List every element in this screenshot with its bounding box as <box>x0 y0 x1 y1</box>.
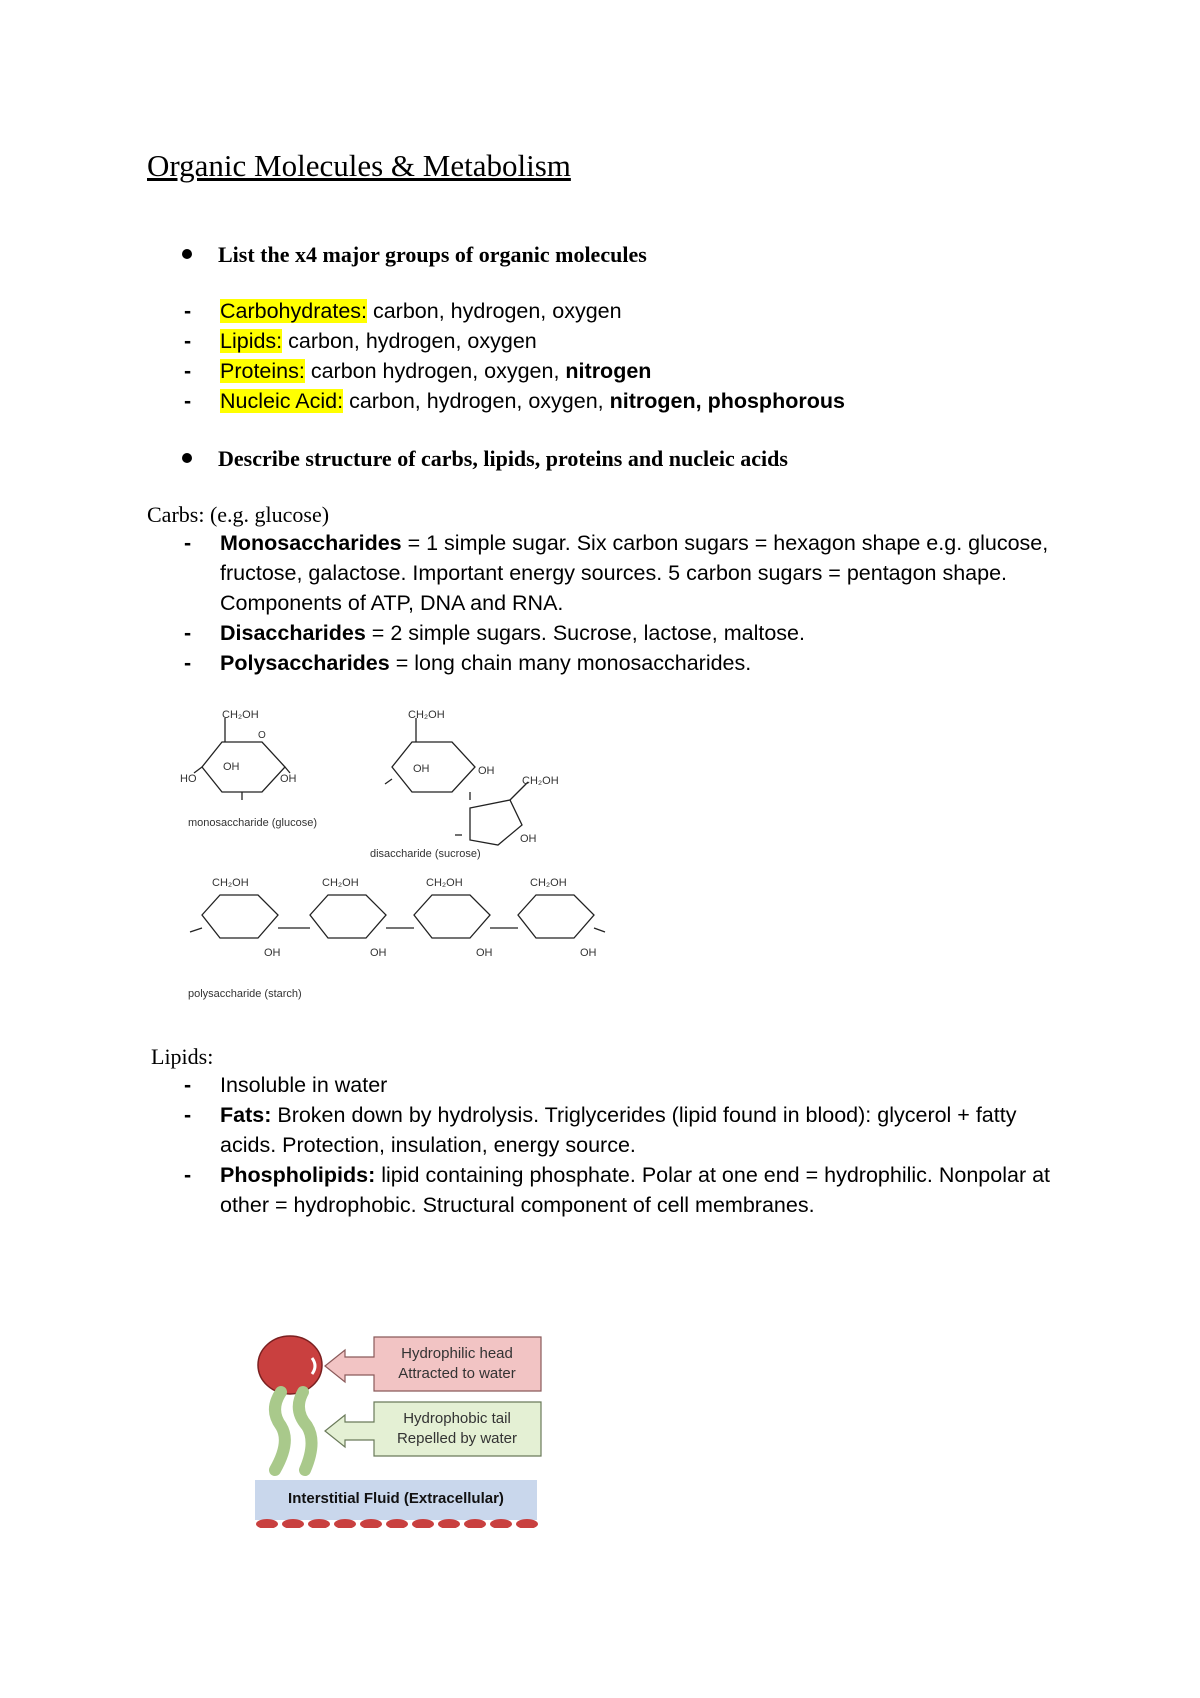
membrane-head <box>490 1519 512 1528</box>
membrane-head <box>360 1519 382 1528</box>
list-item <box>182 1100 1062 1160</box>
membrane-head <box>282 1519 304 1528</box>
group-elements: carbon hydrogen, oxygen, <box>304 359 566 383</box>
group-name: Proteins: <box>220 359 305 383</box>
term: Fats: <box>220 1103 272 1127</box>
list-item <box>182 326 1082 356</box>
question-1-text: List the x4 major groups of organic molecules <box>218 242 647 267</box>
glucose-oh-label: OH <box>223 761 240 773</box>
starch-ch2oh-label-4: CH₂OH <box>530 877 567 889</box>
list-item <box>182 648 1062 678</box>
list-item <box>182 1160 1062 1220</box>
sucrose-oh-label: OH <box>413 763 430 775</box>
groups-list <box>182 296 1082 416</box>
term: Monosaccharides <box>220 531 402 555</box>
glucose-ho-label: HO <box>180 773 197 785</box>
fluid-label: Interstitial Fluid (Extracellular) <box>288 1490 504 1507</box>
term: Disaccharides <box>220 621 366 645</box>
membrane-heads-row <box>256 1519 538 1528</box>
tail-label-line-2: Repelled by water <box>396 1430 518 1447</box>
group-name: Nucleic Acid: <box>220 389 344 413</box>
sucrose-oh-label-2: OH <box>478 765 495 777</box>
group-elements: carbon, hydrogen, oxygen <box>367 299 622 323</box>
question-1 <box>182 242 647 268</box>
group-elements-bold: nitrogen <box>565 359 652 383</box>
term: Phospholipids: <box>220 1163 376 1187</box>
glucose-ring-o: O <box>258 730 266 741</box>
bullet-icon <box>182 453 192 463</box>
membrane-head <box>464 1519 486 1528</box>
sucrose-structure <box>385 718 528 845</box>
carbs-list <box>182 528 1062 678</box>
list-item <box>182 1070 1062 1100</box>
group-name: Carbohydrates: <box>220 299 367 323</box>
starch-ch2oh-label-3: CH₂OH <box>426 877 463 889</box>
head-label-line-2: Attracted to water <box>398 1365 516 1382</box>
glucose-structure <box>194 718 290 800</box>
question-2 <box>182 446 788 472</box>
group-elements-bold: nitrogen, phosphorous <box>609 389 845 413</box>
sugar-structures-figure <box>180 700 640 1020</box>
group-elements: carbon, hydrogen, oxygen, <box>343 389 610 413</box>
head-label-line-1: Hydrophilic head <box>401 1345 513 1362</box>
sucrose-ch2oh-label-2: CH₂OH <box>522 775 559 787</box>
list-item <box>182 296 1082 326</box>
membrane-head <box>386 1519 408 1528</box>
group-name: Lipids: <box>220 329 283 353</box>
list-item <box>182 386 1082 416</box>
definition: lipid containing phosphate. Polar at one end = hydrophilic. Nonpolar at other = hydrophobic. Structural component of cell membranes. <box>220 1163 1051 1217</box>
definition: = 1 simple sugar. Six carbon sugars = hexagon shape e.g. glucose, fructose, galactose. Important energy sources. 5 carbon sugars = pentagon shape. Components of ATP, DNA and RNA. <box>220 531 1049 615</box>
list-item <box>182 618 1062 648</box>
glucose-ch2oh-label: CH₂OH <box>222 709 259 721</box>
starch-ch2oh-label-2: CH₂OH <box>322 877 359 889</box>
definition: Broken down by hydrolysis. Triglycerides (lipid found in blood): glycerol + fatty acids. Protection, insulation, energy source. <box>220 1103 1017 1157</box>
list-item <box>182 528 1062 618</box>
lipids-heading: Lipids: <box>151 1044 214 1069</box>
sucrose-ch2oh-label: CH₂OH <box>408 709 445 721</box>
starch-oh-label: OH <box>580 947 597 959</box>
lipids-list <box>182 1070 1062 1220</box>
sucrose-oh-label-3: OH <box>520 833 537 845</box>
question-2-text: Describe structure of carbs, lipids, proteins and nucleic acids <box>218 446 788 471</box>
tail-label-line-1: Hydrophobic tail <box>403 1410 511 1427</box>
starch-ch2oh-label-1: CH₂OH <box>212 877 249 889</box>
starch-oh-label: OH <box>370 947 387 959</box>
list-item <box>182 356 1082 386</box>
membrane-head <box>256 1519 278 1528</box>
starch-oh-label: OH <box>264 947 281 959</box>
membrane-head <box>412 1519 434 1528</box>
membrane-head <box>308 1519 330 1528</box>
membrane-head <box>438 1519 460 1528</box>
hydrophobic-tail-shape <box>299 1392 312 1470</box>
hydrophobic-tail-shape <box>275 1392 285 1470</box>
page-title: Organic Molecules & Metabolism <box>147 148 571 183</box>
mono-caption: monosaccharide (glucose) <box>188 817 318 829</box>
carbs-heading: Carbs: (e.g. glucose) <box>147 502 330 527</box>
definition: = 2 simple sugars. Sucrose, lactose, maltose. <box>365 621 805 645</box>
definition: Insoluble in water <box>220 1073 388 1097</box>
bullet-icon <box>182 249 192 259</box>
glucose-oh-label-2: OH <box>280 773 297 785</box>
starch-structure <box>190 895 605 938</box>
definition: = long chain many monosaccharides. <box>389 651 752 675</box>
term: Polysaccharides <box>220 651 390 675</box>
membrane-head <box>516 1519 538 1528</box>
membrane-head <box>334 1519 356 1528</box>
hydrophilic-head-shape <box>258 1336 322 1394</box>
phospholipid-figure <box>255 1328 555 1528</box>
di-caption: disaccharide (sucrose) <box>370 848 481 860</box>
poly-caption: polysaccharide (starch) <box>188 988 302 1000</box>
starch-oh-label: OH <box>476 947 493 959</box>
group-elements: carbon, hydrogen, oxygen <box>282 329 537 353</box>
